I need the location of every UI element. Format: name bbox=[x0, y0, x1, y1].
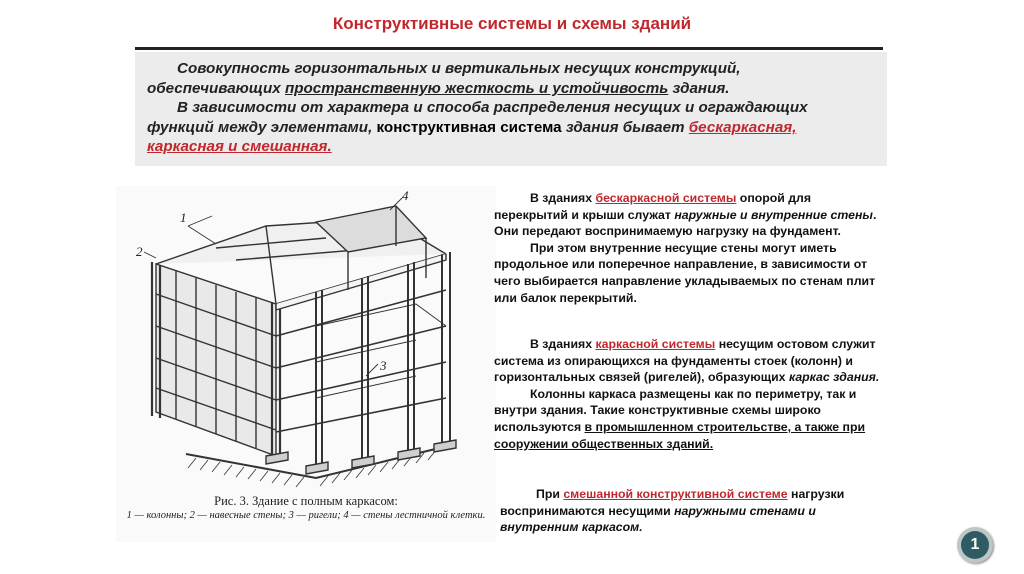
building-frame-figure bbox=[116, 186, 496, 542]
frameless-system-term: бескаркасной системы bbox=[595, 191, 737, 205]
frame-paragraph-1: В зданиях каркасной системы несущим остовом служит система из опирающихся на фундаменты стоек (колонн) и горизонтальных связей (ригелей), образующих каркас здания. bbox=[494, 337, 880, 385]
frameless-system-text bbox=[494, 190, 888, 306]
figure-caption-legend: 1 — колонны; 2 — навесные стены; 3 — ригели; 4 — стены лестничной клетки. bbox=[126, 510, 486, 521]
frame-system-text bbox=[494, 336, 888, 452]
frameless-paragraph-2: При этом внутренние несущие стены могут иметь продольное или поперечное направление, в зависимости от чего выбирается направление укладываемых по стенам плит или балок перекрытий. bbox=[494, 240, 876, 305]
frame-building-drawing bbox=[116, 186, 496, 542]
figure-label-4: 4 bbox=[402, 188, 409, 203]
definition-box bbox=[135, 52, 887, 166]
mixed-system-text bbox=[500, 486, 860, 536]
definition-paragraph-1: Совокупность горизонтальных и вертикальных несущих конструкций, обеспечивающих пространственную жесткость и устойчивость здания. bbox=[147, 60, 741, 97]
figure-caption-title: Рис. 3. Здание с полным каркасом: bbox=[214, 494, 398, 508]
figure-label-2: 2 bbox=[136, 244, 143, 259]
title-divider bbox=[135, 47, 883, 50]
figure-caption bbox=[118, 494, 494, 522]
frame-system-term: каркасной системы bbox=[595, 337, 716, 351]
rigidity-phrase: пространственную жесткость и устойчивость bbox=[284, 79, 669, 97]
slide-title: Конструктивные системы и схемы зданий bbox=[332, 14, 692, 33]
frame-usage-phrase: в промышленном строительстве, а также при сооружении общественных зданий. bbox=[494, 419, 866, 451]
mixed-paragraph: При смешанной конструктивной системе нагрузки воспринимаются несущими наружными стенами и внутренним каркасом. bbox=[500, 487, 845, 535]
mixed-system-term: смешанной конструктивной системе bbox=[563, 487, 788, 501]
frame-paragraph-2: Колонны каркаса размещены как по периметру, так и внутри здания. Такие конструктивные схемы широко используются в промышленном строительстве, а также при сооружении общественных зданий. bbox=[494, 386, 866, 451]
page-number: 1 bbox=[961, 531, 989, 559]
definition-paragraph-2: В зависимости от характера и способа распределения несущих и ограждающих функций между элементами, конструктивная система здания бывает бескаркасная, каркасная и смешанная. bbox=[147, 99, 808, 156]
structural-system-term: конструктивная система bbox=[376, 118, 562, 136]
figure-label-1: 1 bbox=[180, 210, 187, 225]
frameless-paragraph-1: В зданиях бескаркасной системы опорой для перекрытий и крыши служат наружные и внутренние стены. Они передают воспринимаемую нагрузку на фундамент. bbox=[494, 191, 877, 239]
system-types-phrase: бескаркасная, каркасная и смешанная. bbox=[147, 118, 797, 156]
figure-label-3: 3 bbox=[380, 358, 387, 373]
page-number-badge bbox=[957, 527, 993, 563]
